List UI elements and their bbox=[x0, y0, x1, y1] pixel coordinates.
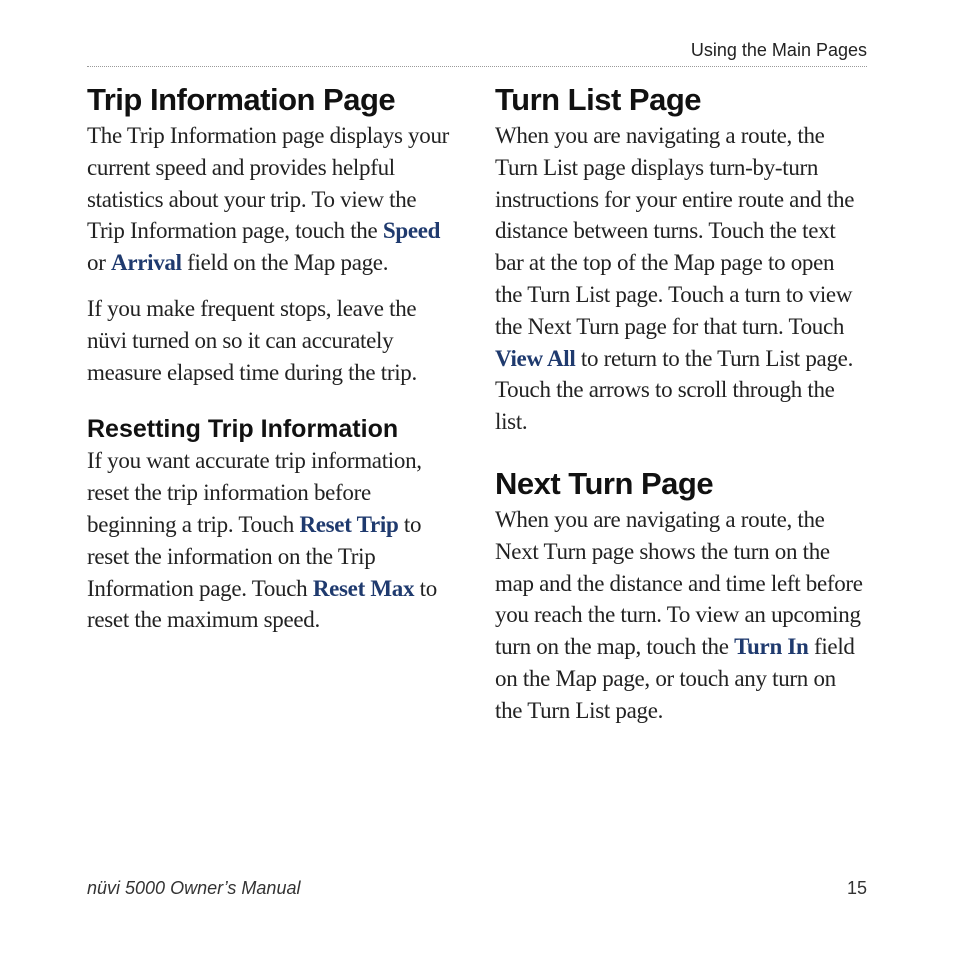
trip-information-heading: Trip Information Page bbox=[87, 82, 396, 117]
keyword-view-all: View All bbox=[495, 345, 576, 371]
left-column bbox=[87, 80, 457, 636]
keyword-speed: Speed bbox=[382, 218, 441, 244]
text-run: If you want accurate trip information, reset the trip information before beginning a trip. Touch bbox=[87, 448, 422, 537]
running-header: Using the Main Pages bbox=[690, 40, 867, 60]
page-number: 15 bbox=[846, 878, 867, 898]
footer-manual-title: nüvi 5000 Owner’s Manual bbox=[87, 878, 301, 898]
resetting-trip-paragraph bbox=[87, 445, 457, 636]
text-run: field on the Map page. bbox=[181, 250, 389, 276]
next-turn-paragraph bbox=[495, 504, 865, 727]
text-run: or bbox=[87, 250, 112, 276]
turn-list-heading: Turn List Page bbox=[495, 82, 702, 117]
header-divider bbox=[87, 66, 867, 67]
keyword-arrival: Arrival bbox=[111, 250, 182, 276]
next-turn-heading: Next Turn Page bbox=[495, 465, 714, 501]
keyword-reset-trip: Reset Trip bbox=[299, 511, 399, 537]
text-run: to return to the Turn List page. Touch the arrows to scroll through the list. bbox=[495, 345, 854, 435]
text-run: The Trip Information page displays your current speed and provides helpful statistics about your trip. To view the Trip Information page, touch the bbox=[87, 123, 450, 244]
trip-information-paragraph bbox=[87, 120, 457, 279]
turn-list-paragraph bbox=[495, 120, 865, 438]
frequent-stops-paragraph: If you make frequent stops, leave the nüvi turned on so it can accurately measure elapsed time during the trip. bbox=[87, 295, 417, 385]
text-run: When you are navigating a route, the Next Turn page shows the turn on the map and the distance and time left before you reach the turn. To view an upcoming turn on the map, touch the bbox=[495, 506, 863, 660]
text-run: field on the Map page, or touch any turn on the Turn List page. bbox=[495, 634, 855, 723]
right-column bbox=[495, 80, 865, 727]
text-run: to reset the information on the Trip Information page. Touch bbox=[87, 511, 422, 601]
keyword-reset-max: Reset Max bbox=[312, 575, 415, 601]
text-run: When you are navigating a route, the Turn List page displays turn-by-turn instructions for your entire route and the distance between turns. Touch the text bar at the top of the Map page to open the Turn List page. Touch a turn to view the Next Turn page for that turn. Touch bbox=[495, 123, 855, 339]
resetting-trip-heading: Resetting Trip Information bbox=[87, 415, 399, 444]
keyword-turn-in: Turn In bbox=[734, 634, 809, 660]
text-run: to reset the maximum speed. bbox=[87, 575, 437, 633]
